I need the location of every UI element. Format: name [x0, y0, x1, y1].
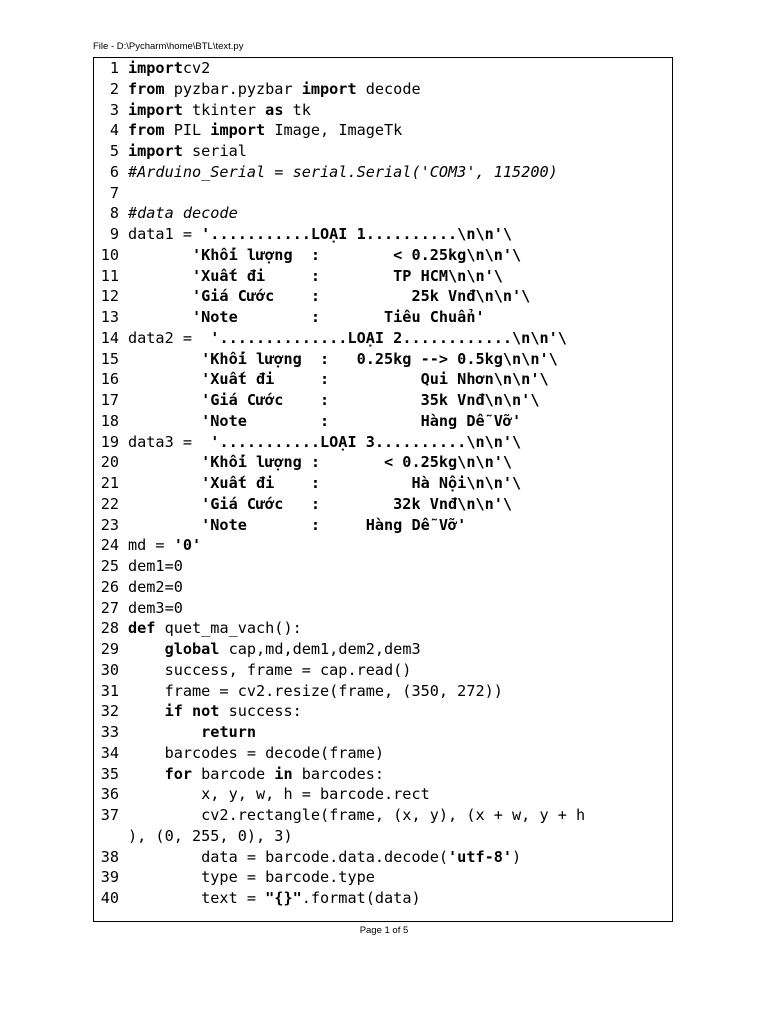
code-listing	[94, 58, 672, 909]
code-token: .format(data)	[301, 889, 421, 907]
code-text	[128, 784, 430, 805]
code-token: dem1=0	[128, 557, 183, 575]
string-token: 'Giá Cước : 35k Vnđ\n\n'\	[128, 391, 540, 409]
code-line	[94, 390, 672, 411]
code-text	[128, 764, 384, 785]
line-number: 9	[109, 225, 119, 243]
code-line	[94, 245, 672, 266]
code-text	[128, 79, 421, 100]
code-line	[94, 266, 672, 287]
code-token: type = barcode.type	[128, 868, 375, 887]
string-token: '...........LOẠI 1..........\n\n'\	[201, 225, 513, 243]
code-line	[94, 494, 672, 515]
code-token: dem3=0	[128, 598, 183, 617]
code-text	[128, 120, 402, 141]
code-text	[128, 390, 539, 411]
keyword-token: in	[274, 764, 293, 783]
line-number: 24	[100, 536, 119, 555]
line-number: 17	[100, 391, 119, 409]
code-line	[94, 141, 672, 162]
code-text	[128, 743, 384, 764]
code-line	[94, 328, 672, 349]
code-token	[128, 702, 165, 720]
code-line	[94, 515, 672, 536]
code-token	[128, 640, 165, 658]
code-line	[94, 535, 672, 556]
comment-token: #data decode	[128, 204, 238, 223]
line-number: 19	[100, 432, 119, 451]
code-text	[128, 888, 421, 909]
string-token: 'Note : Hàng Dễ Vỡ'	[128, 411, 522, 430]
line-number: 14	[100, 328, 119, 347]
code-line	[94, 867, 672, 888]
code-token: data1 =	[128, 225, 202, 243]
string-token: 'Khối lượng : < 0.25kg\n\n'\	[128, 453, 513, 472]
line-number: 5	[109, 142, 119, 160]
code-text	[128, 701, 302, 722]
string-token: 'utf-8'	[448, 847, 513, 866]
line-number: 38	[100, 847, 119, 866]
keyword-token: if not	[164, 702, 220, 721]
comment-token: #Arduino_Serial = serial.Serial('COM3', 115200)	[128, 162, 558, 181]
code-line	[94, 764, 672, 785]
line-number: 4	[109, 121, 119, 140]
line-number: 31	[100, 681, 119, 700]
string-token: 'Xuất đi : Qui Nhơn\n\n'\	[128, 370, 549, 389]
code-line	[94, 681, 672, 702]
code-token: x, y, w, h = barcode.rect	[128, 785, 430, 804]
code-token: cap,md,dem1,dem2,dem3	[219, 640, 421, 658]
string-token: 'Khối lượng : < 0.25kg\n\n'\	[128, 245, 522, 264]
code-line	[94, 100, 672, 121]
line-number: 39	[100, 868, 119, 887]
code-text	[128, 577, 183, 598]
line-number: 25	[100, 557, 119, 575]
code-line	[94, 432, 672, 453]
code-line	[94, 556, 672, 577]
line-number: 28	[100, 619, 119, 638]
code-line	[94, 722, 672, 743]
code-line	[94, 224, 672, 245]
line-number: 27	[100, 598, 119, 617]
code-text	[128, 100, 311, 121]
line-number: 35	[100, 764, 119, 783]
code-token: barcodes:	[292, 764, 385, 783]
code-token	[128, 723, 201, 741]
line-number: 10	[100, 245, 119, 264]
code-line	[94, 888, 672, 909]
code-text	[128, 494, 512, 515]
code-text	[128, 681, 503, 702]
line-number: 12	[100, 287, 119, 306]
code-token: barcode	[192, 764, 275, 783]
code-text	[128, 432, 521, 453]
code-token: frame = cv2.resize(frame, (350, 272))	[128, 681, 503, 700]
code-line	[94, 639, 672, 660]
line-number: 13	[100, 308, 119, 326]
page-number-footer: Page 1 of 5	[359, 925, 409, 936]
code-line	[94, 58, 672, 79]
code-text	[128, 515, 466, 536]
string-token: 'Note : Hàng Dễ Vỡ'	[128, 515, 467, 534]
code-token: tk	[283, 100, 311, 119]
string-token: "{}"	[265, 889, 302, 907]
code-text	[128, 556, 183, 577]
line-number: 3	[109, 100, 119, 119]
code-text	[128, 639, 421, 660]
code-text	[128, 618, 302, 639]
keyword-token: return	[201, 723, 257, 741]
code-text	[128, 162, 558, 183]
line-number: 32	[100, 702, 119, 721]
keyword-token: def	[128, 619, 156, 638]
line-number: 23	[100, 515, 119, 534]
string-token: 'Note : Tiêu Chuẩn'	[128, 308, 485, 326]
line-number: 40	[100, 889, 119, 907]
code-text	[128, 224, 512, 245]
code-line	[94, 286, 672, 307]
string-token: 'Xuất đi : Hà Nội\n\n'\	[128, 474, 522, 492]
file-path-header: File - D:\Pycharm\home\BTL\text.py	[93, 41, 244, 52]
line-number: 8	[109, 204, 119, 223]
line-number: 30	[100, 660, 119, 679]
code-text	[128, 328, 567, 349]
code-text	[128, 266, 503, 287]
line-number: 6	[109, 162, 119, 181]
line-number: 37	[100, 806, 119, 824]
code-text	[128, 307, 485, 328]
code-token: cv2	[182, 59, 211, 77]
keyword-token: from	[128, 79, 165, 98]
code-text	[128, 660, 411, 681]
code-token: tkinter	[182, 100, 266, 119]
line-number: 34	[100, 743, 119, 762]
code-text	[128, 598, 183, 619]
code-token: PIL	[164, 121, 211, 140]
code-token: cv2.rectangle(frame, (x, y), (x + w, y + h ), (0, 255, 0), 3)	[128, 806, 586, 845]
line-number: 2	[109, 79, 119, 98]
code-line	[94, 369, 672, 390]
code-token: dem2=0	[128, 577, 183, 596]
code-line	[94, 120, 672, 141]
code-token: data2 =	[128, 328, 211, 347]
code-text	[128, 203, 238, 224]
code-token: )	[512, 847, 522, 866]
line-number: 36	[100, 785, 119, 804]
line-number: 22	[100, 494, 119, 513]
code-line	[94, 162, 672, 183]
line-number: 15	[100, 349, 119, 368]
code-token: data3 =	[128, 432, 211, 451]
code-token: quet_ma_vach():	[155, 619, 302, 638]
code-text	[128, 847, 521, 868]
code-text	[128, 369, 549, 390]
code-token: Image, ImageTk	[265, 121, 403, 140]
code-text	[128, 349, 558, 370]
line-number: 11	[100, 266, 119, 285]
code-line	[94, 79, 672, 100]
code-line	[94, 701, 672, 722]
code-line	[94, 847, 672, 868]
line-number: 7	[109, 183, 119, 202]
keyword-token: from	[128, 121, 165, 140]
code-token: md =	[128, 536, 174, 555]
keyword-token: for	[164, 764, 193, 783]
code-token: success:	[219, 702, 302, 721]
code-token	[128, 765, 165, 783]
line-number: 29	[100, 640, 119, 658]
code-line	[94, 660, 672, 681]
code-text	[128, 286, 530, 307]
code-line	[94, 203, 672, 224]
string-token: '0'	[173, 536, 202, 555]
code-line	[94, 411, 672, 432]
code-text	[128, 867, 375, 888]
keyword-token: as	[265, 100, 284, 119]
code-line	[94, 577, 672, 598]
code-text	[128, 535, 201, 556]
code-line	[94, 805, 672, 847]
code-line	[94, 473, 672, 494]
line-number: 21	[100, 474, 119, 492]
code-token: pyzbar.pyzbar	[164, 79, 302, 98]
code-text	[128, 411, 521, 432]
code-token: barcodes = decode(frame)	[128, 743, 385, 762]
code-listing-frame	[93, 57, 673, 922]
string-token: 'Xuất đi : TP HCM\n\n'\	[128, 266, 503, 285]
code-line	[94, 452, 672, 473]
code-token: decode	[356, 79, 421, 98]
string-token: 'Giá Cước : 25k Vnđ\n\n'\	[128, 287, 531, 306]
keyword-token: import	[210, 121, 266, 140]
code-text	[128, 473, 521, 494]
code-line	[94, 183, 672, 204]
code-token: success, frame = cap.read()	[128, 660, 412, 679]
code-line	[94, 784, 672, 805]
keyword-token: import	[301, 79, 357, 98]
code-text	[128, 245, 521, 266]
code-text	[128, 452, 512, 473]
code-text	[128, 805, 585, 847]
code-line	[94, 743, 672, 764]
code-text	[128, 58, 210, 79]
line-number: 33	[100, 723, 119, 741]
string-token: 'Khối lượng : 0.25kg --> 0.5kg\n\n'\	[128, 349, 558, 368]
line-number: 1	[109, 59, 119, 77]
code-line	[94, 349, 672, 370]
string-token: '...........LOẠI 3..........\n\n'\	[210, 432, 522, 451]
code-token: serial	[182, 142, 247, 160]
code-text	[128, 722, 256, 743]
code-line	[94, 618, 672, 639]
code-token: data = barcode.data.decode(	[128, 847, 449, 866]
code-line	[94, 598, 672, 619]
line-number: 18	[100, 411, 119, 430]
code-line	[94, 307, 672, 328]
keyword-token: import	[128, 142, 183, 160]
keyword-token: import	[128, 100, 183, 119]
line-number: 16	[100, 370, 119, 389]
line-number: 26	[100, 577, 119, 596]
code-token: text =	[128, 889, 266, 907]
string-token: 'Giá Cước : 32k Vnđ\n\n'\	[128, 494, 513, 513]
keyword-token: global	[164, 640, 220, 658]
line-number: 20	[100, 453, 119, 472]
code-text	[128, 141, 247, 162]
string-token: '..............LOẠI 2............\n\n'\	[210, 328, 567, 347]
keyword-token: import	[128, 59, 183, 77]
